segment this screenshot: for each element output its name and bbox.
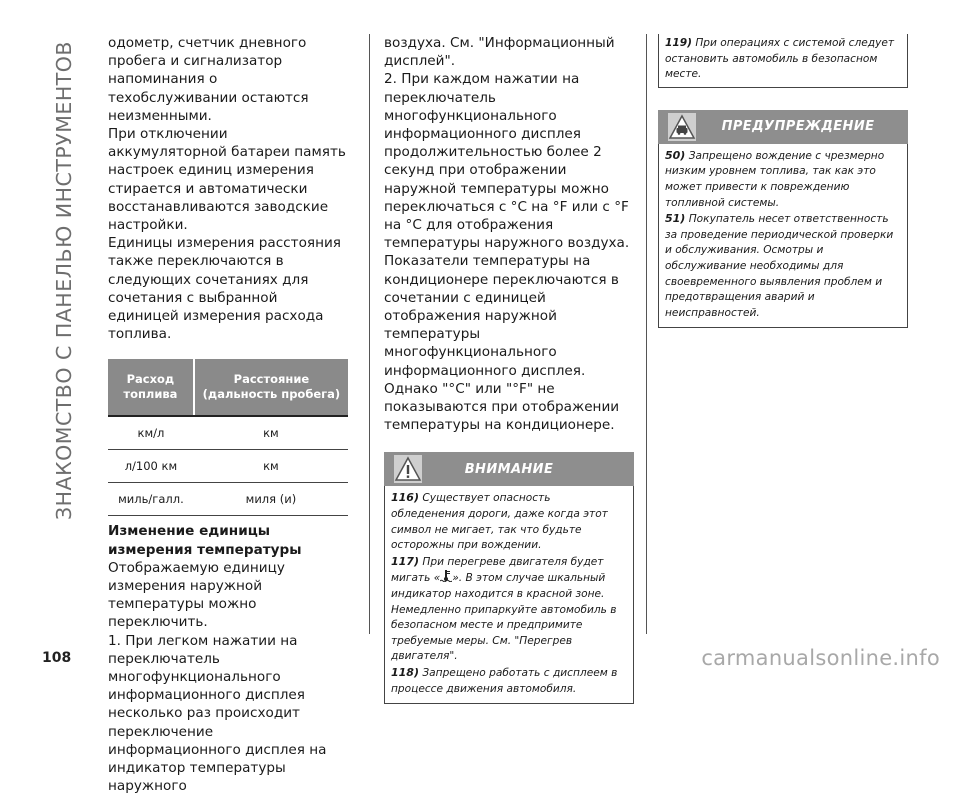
column-divider [646,34,647,634]
paragraph: 2. При каждом нажатии на переключатель многофункционального информационного дисплея продолжительностью более 2 секунд при отображении наружной температуры можно переключаться с °C на °F или с °F на °C для отображения температуры наружного воздуха. [384,71,630,252]
side-margin [0,0,92,678]
page-number: 108 [42,650,72,666]
note-number: 51) [665,212,686,226]
note-text: Запрещено вождение с чрезмерно низким уровнем топлива, так как это может привести к повреждению топливной системы. [665,149,885,209]
paragraph: Отображаемую единицу измерения наружной температуры можно переключить. [108,559,285,631]
attention-title: ВНИМАНИЕ [464,462,554,478]
note-text: Запрещено работать с дисплеем в процессе движения автомобиля. [391,667,618,695]
watermark: carmanualsonline.info [701,646,940,670]
column-1 [108,34,350,796]
table-header: Расстояние (дальность пробега) [194,359,348,416]
coolant-temperature-icon [440,570,452,582]
note-number: 118) [391,666,419,679]
note-number: 117) [391,554,419,568]
table-cell: л/100 км [108,450,194,483]
column-divider [369,34,370,634]
attention-banner [384,452,634,486]
note-box [658,34,908,88]
table-row [108,450,348,483]
table-cell: км/л [108,416,194,450]
note-number: 116) [391,491,419,505]
column-3 [658,34,908,328]
table-row [108,416,348,450]
attention-box [384,486,634,704]
paragraph: Единицы измерения расстояния также переключаются в следующих сочетаниях для сочетания с выбранной единицей измерения расхода топлива. [108,235,341,343]
table-header-row [108,359,348,416]
note-number: 50) [665,148,686,162]
paragraph: При отключении аккумуляторной батареи память настроек единиц измерения стирается и автоматически восстанавливаются заводские настройки. [108,126,346,234]
section-heading: Изменение единицы измерения температуры [108,523,302,558]
table-row [108,483,348,516]
note-text: Существует опасность обледенения дороги, даже когда этот символ не мигает, так что будьте осторожны при вождении. [391,492,608,552]
paragraph: 1. При легком нажатии на переключатель многофункционального информационного дисплея несколько раз происходит переключение информационного дисплея на индикатор температуры наружного [108,632,327,795]
paragraph: одометр, счетчик дневного пробега и сигнализатор напоминания о техобслуживании остаются неизменными. [108,35,309,124]
warning-title: ПРЕДУПРЕЖДЕНИЕ [721,118,875,134]
table-cell: миль/галл. [108,483,194,516]
paragraph: Показатели температуры на кондиционере переключаются в сочетании с единицей отображения наружной температуры многофункционального информационного дисплея. Однако "°C" или "°F" не показываются при отображении температуры на кондиционере. [384,253,620,434]
note-text: При операциях с системой следует остановить автомобиль в безопасном месте. [665,37,895,81]
warning-box [658,144,908,329]
table-cell: миля (и) [194,483,348,516]
table-cell: км [194,450,348,483]
table-header: Расход топлива [108,359,194,416]
note-text: ». В этом случае шкальный индикатор находится в красной зоне. Немедленно припаркуйте автомобиль в безопасном месте и предпримите требуемые меры. См. "Перегрев двигателя". [391,572,617,663]
note-text: Покупатель несет ответственность за проведение периодической проверки и обслуживания. Осмотры и обслуживание необходимы для своевременного выявления проблем и предотвращения аварий и неисправностей. [665,213,894,319]
warning-banner [658,110,908,144]
note-number: 119) [665,37,692,49]
table-cell: км [194,416,348,450]
units-table [108,359,348,516]
note-text: При перегреве двигателя будет мигать « [391,555,604,585]
column-2 [384,34,634,704]
paragraph: воздуха. См. "Информационный дисплей". [384,35,615,70]
section-title: ЗНАКОМСТВО С ПАНЕЛЬЮ ИНСТРУМЕНТОВ [52,41,76,520]
